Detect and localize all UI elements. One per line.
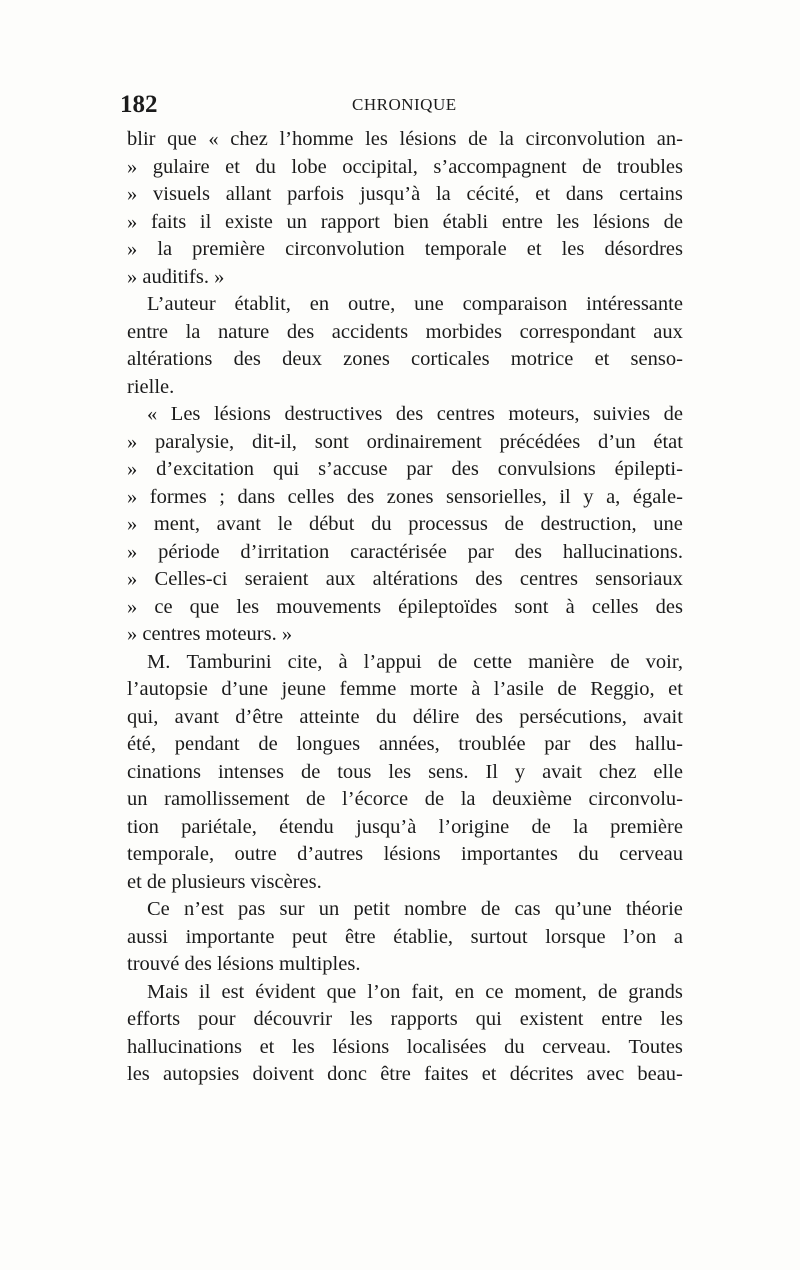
text-line: » ment, avant le début du processus de destruction, une <box>127 513 683 535</box>
text-line: un ramollissement de l’écorce de la deuxième circonvolu- <box>127 788 683 810</box>
page-number: 182 <box>120 91 158 118</box>
text-line: » d’excitation qui s’accuse par des convulsions épilepti- <box>127 458 683 480</box>
text-line: trouvé des lésions multiples. <box>127 953 361 975</box>
text-line: M. Tamburini cite, à l’appui de cette manière de voir, <box>147 650 683 673</box>
text-line: blir que « chez l’homme les lésions de la circonvolution an- <box>127 128 683 150</box>
text-line: » la première circonvolution temporale et les désordres <box>127 238 683 260</box>
page-header <box>120 88 680 122</box>
text-line: » ce que les mouvements épileptoïdes sont à celles des <box>127 595 683 618</box>
text-line: aussi importante peut être établie, surtout lorsque l’on a <box>127 925 683 948</box>
text-line: l’autopsie d’une jeune femme morte à l’asile de Reggio, et <box>127 678 683 700</box>
text-line: » période d’irritation caractérisée par des hallucinations. <box>127 540 683 563</box>
text-line: été, pendant de longues années, troublée par des hallu- <box>127 733 683 755</box>
text-line: » faits il existe un rapport bien établi entre les lésions de <box>127 210 683 233</box>
text-line: » centres moteurs. » <box>127 623 293 645</box>
text-line: efforts pour découvrir les rapports qui existent entre les <box>127 1008 683 1030</box>
text-line: L’auteur établit, en outre, une comparaison intéressante <box>147 293 683 315</box>
running-title: CHRONIQUE <box>352 95 457 114</box>
text-line: temporale, outre d’autres lésions importantes du cerveau <box>127 843 683 865</box>
text-line: » visuels allant parfois jusqu’à la cécité, et dans certains <box>127 183 683 205</box>
text-line: » gulaire et du lobe occipital, s’accompagnent de troubles <box>127 155 683 178</box>
text-line: « Les lésions destructives des centres moteurs, suivies de <box>147 403 683 425</box>
text-line: entre la nature des accidents morbides correspondant aux <box>127 320 683 343</box>
text-line: et de plusieurs viscères. <box>127 870 322 893</box>
text-line: hallucinations et les lésions localisées du cerveau. Toutes <box>127 1035 683 1058</box>
text-line: » paralysie, dit-il, sont ordinairement précédées d’un état <box>127 430 683 453</box>
text-line: Mais il est évident que l’on fait, en ce moment, de grands <box>147 980 683 1003</box>
text-line: tion pariétale, étendu jusqu’à l’origine de la première <box>127 815 683 838</box>
text-line: altérations des deux zones corticales motrice et senso- <box>127 348 683 370</box>
text-line: cinations intenses de tous les sens. Il y avait chez elle <box>127 760 683 783</box>
body-text <box>127 126 683 1089</box>
text-line: Ce n’est pas sur un petit nombre de cas qu’une théorie <box>147 898 683 920</box>
text-line: » formes ; dans celles des zones sensorielles, il y a, égale- <box>127 485 683 508</box>
text-line: » auditifs. » <box>127 265 225 288</box>
text-line: les autopsies doivent donc être faites et décrites avec beau- <box>127 1063 683 1085</box>
text-line: » Celles-ci seraient aux altérations des centres sensoriaux <box>127 568 683 590</box>
text-line: qui, avant d’être atteinte du délire des persécutions, avait <box>127 705 683 728</box>
text-line: rielle. <box>127 375 175 398</box>
